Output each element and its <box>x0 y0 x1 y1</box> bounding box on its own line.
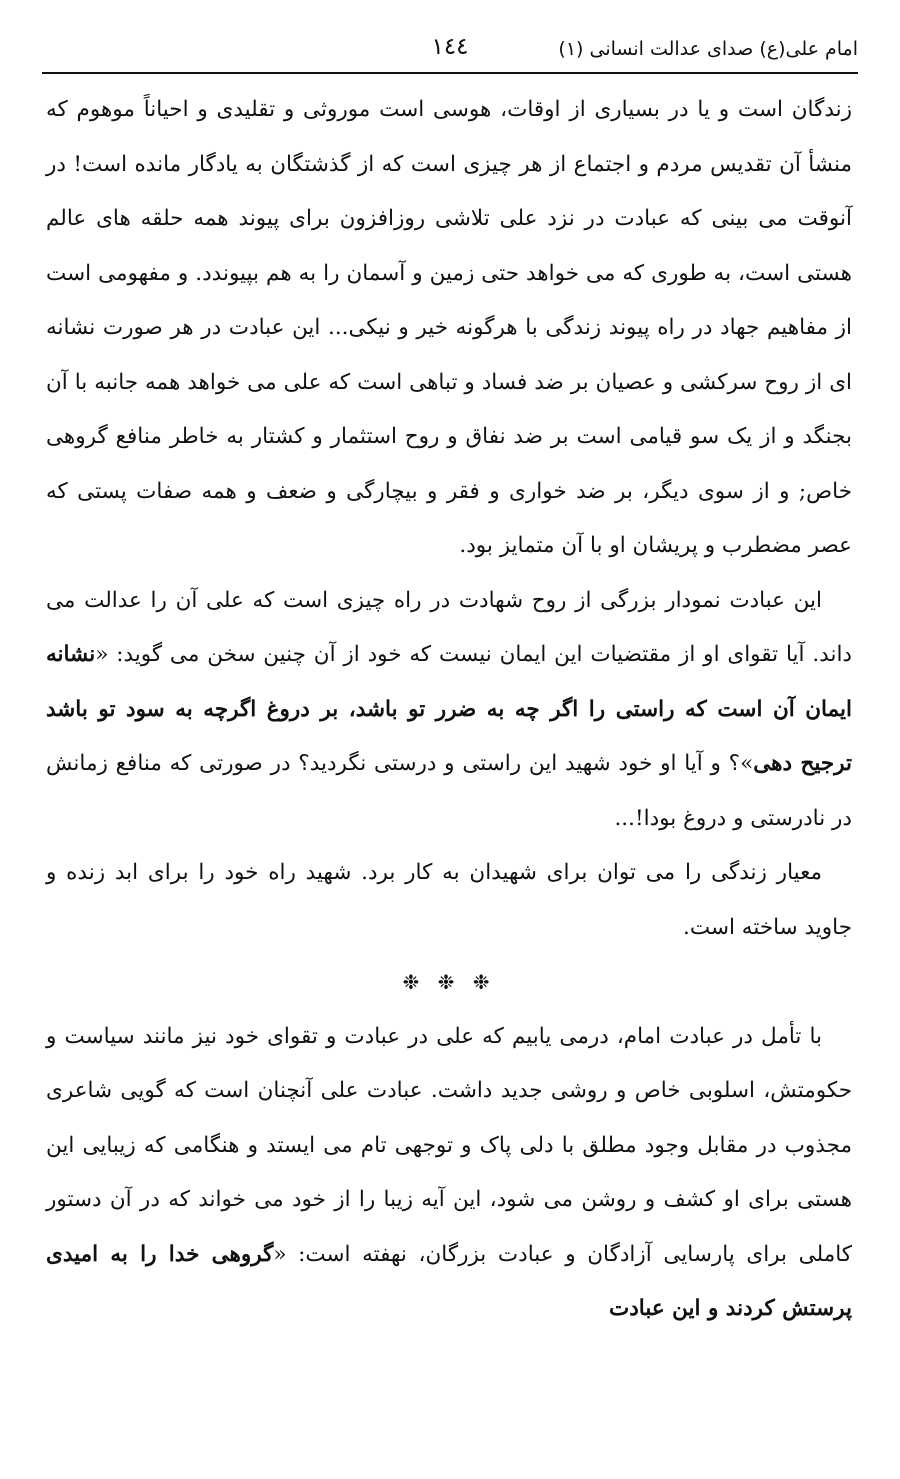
paragraph-2-text-end: »؟ و آیا او خود شهید این راستی و درستی نگردید؟ در صورتی که منافع زمانش در نادرستی و دروغ بودا!... <box>46 751 852 831</box>
paragraph-2 <box>46 574 852 847</box>
paragraph-2-text: این عبادت نمودار بزرگی از روح شهادت در راه چیزی است که علی آن را عدالت می داند. آیا تقوای او از مقتضیات این ایمان نیست که خود از آن چنین سخن می گوید: « <box>46 587 852 667</box>
running-header <box>42 36 858 68</box>
paragraph-4-text: با تأمل در عبادت امام، درمی یابیم که علی در عبادت و تقوای خود نیز مانند سیاست و حکومتش، اسلوبی خاص و روشی جدید داشت. عبادت علی آنچنان است که گویی شاعری مجذوب در مقابل وجود مطلق با دلی پاک و توجهی تام می ایستد و هنگامی که زیبایی این هستی برای او کشف و روشن می شود، این آیه زیبا را از خود می خواند که در آن دستور کاملی برای پارسایی آزادگان و عبادت بزرگان، نهفته است: « <box>46 1023 852 1267</box>
book-title: امام علی(ع) صدای عدالت انسانی (١) <box>558 38 858 60</box>
bold-quote-1: نشانه ایمان آن است که راستی را اگر چه به ضرر تو باشد، بر دروغ اگرچه به سود تو باشد ترجیح دهی <box>46 642 852 776</box>
body-text <box>46 83 852 1337</box>
header-rule <box>42 72 858 74</box>
paragraph-4 <box>46 1010 852 1337</box>
paragraph-1: زندگان است و یا در بسیاری از اوقات، هوسی است موروثی و تقلیدی و احیاناً موهوم که منشأ آن تقدیس مردم و اجتماع از هر چیزی است که از گذشتگان به یادگار مانده است! در آنوقت می بینی که عبادت در نزد علی تلاشی روزافزون برای پیوند همه حلقه های عالم هستی است، به طوری که می خواهد حتی زمین و آسمان را به هم بپیوندد. و مفهومی است از مفاهیم جهاد در راه پیوند زندگی با هرگونه خیر و نیکی... این عبادت در هر صورت نشانه ای از روح سرکشی و عصیان بر ضد فساد و تباهی است که علی می خواهد همه جانبه با آن بجنگد و از یک سو قیامی است بر ضد نفاق و روح استثمار و کشتار به خاطر منافع گروهی خاص; و از سوی دیگر، بر ضد خواری و فقر و بیچارگی و ضعف و همه صفات پستی که عصر مضطرب و پریشان او با آن متمایز بود. <box>46 97 852 558</box>
section-separator: ❉ ❉ ❉ <box>402 970 496 994</box>
paragraph-3: معیار زندگی را می توان برای شهیدان به کار برد. شهید راه خود را برای ابد زنده و جاوید ساخته است. <box>46 860 852 940</box>
bold-quote-2: گروهی خدا را به امیدی پرستش کردند و این عبادت <box>46 1241 852 1321</box>
page-number: ١٤٤ <box>431 34 469 60</box>
